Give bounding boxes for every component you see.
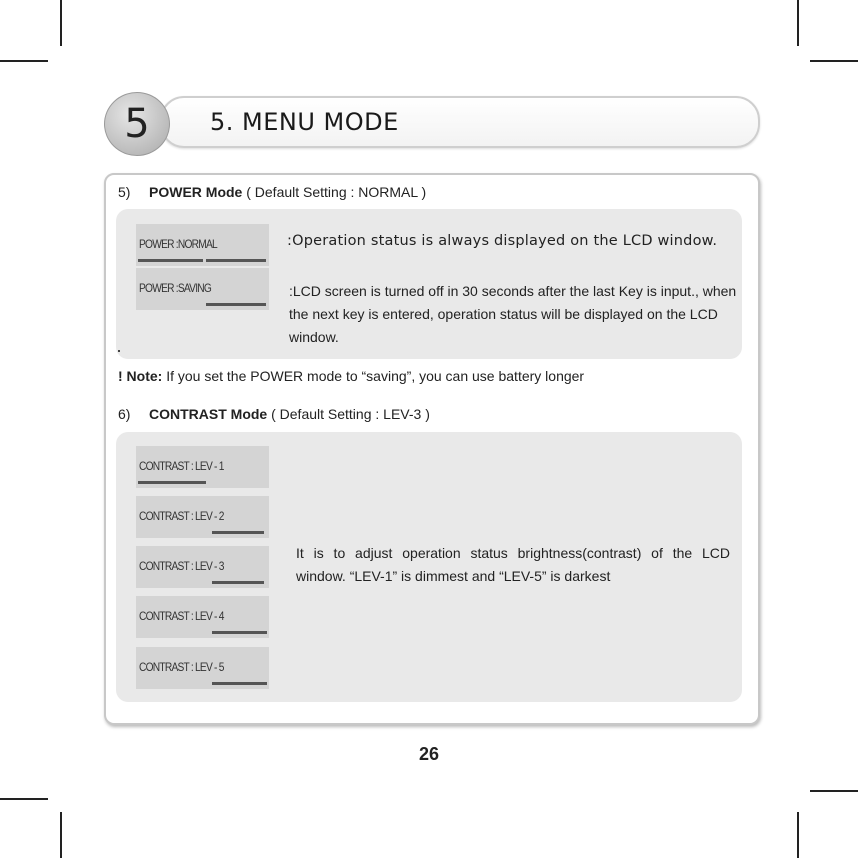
chapter-badge — [104, 92, 170, 156]
lcd-contrast-lev-5: CONTRAST : LEV - 5 — [136, 647, 269, 689]
crop-mark — [60, 812, 62, 858]
lcd-contrast-lev-1: CONTRAST : LEV - 1 — [136, 446, 269, 488]
crop-mark — [60, 0, 62, 46]
power-mode-heading: 5) POWER Mode ( Default Setting : NORMAL ) — [118, 184, 427, 200]
power-default-setting: ( Default Setting : NORMAL ) — [242, 184, 427, 200]
crop-mark — [0, 798, 48, 800]
contrast-mode-title: CONTRAST Mode — [149, 406, 268, 422]
crop-mark — [810, 60, 858, 62]
lcd-contrast-lev-4: CONTRAST : LEV - 4 — [136, 596, 269, 638]
power-saving-description: :LCD screen is turned off in 30 seconds after the last Key is input., when the next key is entered, operation status will be displayed on the LCD window. — [289, 283, 737, 345]
contrast-default-setting: ( Default Setting : LEV-3 ) — [267, 406, 430, 422]
note-prefix: ! Note: — [118, 368, 163, 384]
crop-mark — [797, 812, 799, 858]
crop-mark — [0, 60, 48, 62]
stray-dot — [118, 350, 120, 352]
contrast-description: It is to adjust operation status brightness(contrast) of the LCD window. “LEV-1” is dimmest and “LEV-5” is darkest — [296, 545, 730, 584]
crop-mark — [810, 790, 858, 792]
power-mode-title: POWER Mode — [149, 184, 243, 200]
lcd-power-saving: POWER :SAVING — [136, 268, 269, 310]
page-title: 5. MENU MODE — [210, 108, 399, 136]
lcd-contrast-lev-3: CONTRAST : LEV - 3 — [136, 546, 269, 588]
lcd-contrast-lev-2: CONTRAST : LEV - 2 — [136, 496, 269, 538]
note-text: If you set the POWER mode to “saving”, you can use battery longer — [162, 368, 585, 384]
note — [118, 368, 584, 384]
chapter-number: 5 — [124, 101, 150, 147]
power-normal-description: :Operation status is always displayed on the LCD window. — [287, 233, 718, 249]
crop-mark — [797, 0, 799, 46]
lcd-power-normal: POWER :NORMAL — [136, 224, 269, 266]
page-number: 26 — [418, 744, 440, 764]
contrast-mode-heading: 6) CONTRAST Mode ( Default Setting : LEV-3 ) — [118, 406, 430, 422]
